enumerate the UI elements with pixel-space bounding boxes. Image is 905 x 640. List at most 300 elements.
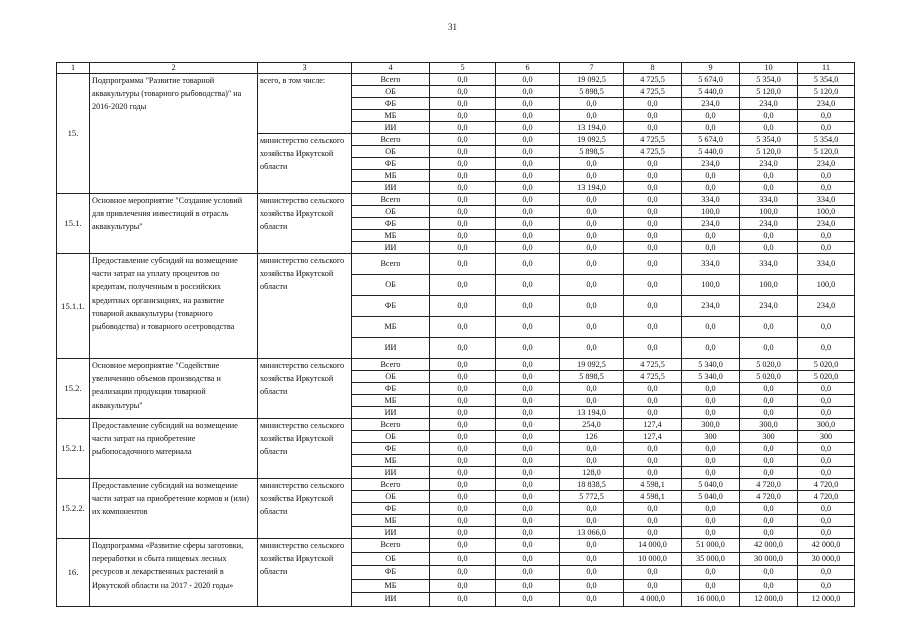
amount-cell: 5 340,0 bbox=[682, 359, 740, 371]
amount-cell: 0,0 bbox=[430, 419, 496, 431]
amount-cell: 4 000,0 bbox=[624, 593, 682, 607]
amount-cell: 0,0 bbox=[430, 431, 496, 443]
amount-cell: 0,0 bbox=[430, 539, 496, 553]
amount-cell: 334,0 bbox=[798, 194, 855, 206]
amount-cell: 0,0 bbox=[740, 467, 798, 479]
amount-cell: 5 120,0 bbox=[798, 86, 855, 98]
amount-cell: 0,0 bbox=[496, 503, 560, 515]
amount-cell: 5 340,0 bbox=[682, 371, 740, 383]
amount-cell: 0,0 bbox=[682, 395, 740, 407]
item-name: Подпрограмма "Развитие товарной аквакультуры (товарного рыбоводства)" на 2016-2020 годы bbox=[90, 74, 258, 194]
amount-cell: 0,0 bbox=[682, 455, 740, 467]
amount-cell: 13 066,0 bbox=[560, 527, 624, 539]
amount-cell: 0,0 bbox=[430, 491, 496, 503]
amount-cell: 5 020,0 bbox=[740, 359, 798, 371]
item-name: Предоставление субсидий на возмещение части затрат на приобретение кормов и (или) их компонентов bbox=[90, 479, 258, 539]
amount-cell: 0,0 bbox=[496, 275, 560, 296]
funding-source: ОБ bbox=[352, 206, 430, 218]
amount-cell: 0,0 bbox=[740, 503, 798, 515]
amount-cell: 0,0 bbox=[430, 110, 496, 122]
amount-cell: 0,0 bbox=[740, 579, 798, 593]
amount-cell: 0,0 bbox=[740, 515, 798, 527]
amount-cell: 0,0 bbox=[740, 170, 798, 182]
funding-source: ИИ bbox=[352, 122, 430, 134]
amount-cell: 0,0 bbox=[430, 275, 496, 296]
amount-cell: 5 440,0 bbox=[682, 86, 740, 98]
amount-cell: 0,0 bbox=[430, 74, 496, 86]
amount-cell: 0,0 bbox=[624, 170, 682, 182]
amount-cell: 0,0 bbox=[496, 566, 560, 580]
amount-cell: 0,0 bbox=[798, 338, 855, 359]
amount-cell: 0,0 bbox=[560, 593, 624, 607]
amount-cell: 0,0 bbox=[624, 242, 682, 254]
amount-cell: 0,0 bbox=[430, 254, 496, 275]
amount-cell: 0,0 bbox=[682, 170, 740, 182]
amount-cell: 5 120,0 bbox=[740, 86, 798, 98]
funding-source: ИИ bbox=[352, 467, 430, 479]
amount-cell: 5 354,0 bbox=[740, 74, 798, 86]
item-code: 15.2.1. bbox=[57, 419, 90, 479]
column-number: 3 bbox=[258, 63, 352, 74]
amount-cell: 0,0 bbox=[624, 579, 682, 593]
amount-cell: 0,0 bbox=[682, 443, 740, 455]
amount-cell: 0,0 bbox=[430, 242, 496, 254]
amount-cell: 35 000,0 bbox=[682, 552, 740, 566]
funding-source: Всего bbox=[352, 479, 430, 491]
funding-source: МБ bbox=[352, 230, 430, 242]
funding-source: ОБ bbox=[352, 146, 430, 158]
amount-cell: 0,0 bbox=[682, 317, 740, 338]
amount-cell: 5 898,5 bbox=[560, 146, 624, 158]
amount-cell: 0,0 bbox=[496, 491, 560, 503]
funding-source: ОБ bbox=[352, 371, 430, 383]
amount-cell: 30 000,0 bbox=[740, 552, 798, 566]
funding-source: ФБ bbox=[352, 383, 430, 395]
funding-source: Всего bbox=[352, 134, 430, 146]
column-number: 8 bbox=[624, 63, 682, 74]
column-number: 1 bbox=[57, 63, 90, 74]
amount-cell: 0,0 bbox=[560, 170, 624, 182]
amount-cell: 0,0 bbox=[682, 110, 740, 122]
amount-cell: 0,0 bbox=[496, 338, 560, 359]
amount-cell: 0,0 bbox=[430, 338, 496, 359]
amount-cell: 5 040,0 bbox=[682, 491, 740, 503]
funding-source: ОБ bbox=[352, 431, 430, 443]
amount-cell: 5 772,5 bbox=[560, 491, 624, 503]
column-number: 6 bbox=[496, 63, 560, 74]
amount-cell: 0,0 bbox=[496, 146, 560, 158]
amount-cell: 0,0 bbox=[682, 515, 740, 527]
amount-cell: 0,0 bbox=[560, 158, 624, 170]
funding-source: МБ bbox=[352, 455, 430, 467]
amount-cell: 0,0 bbox=[496, 134, 560, 146]
executor: министерство сельского хозяйства Иркутской области bbox=[258, 419, 352, 479]
amount-cell: 0,0 bbox=[560, 443, 624, 455]
amount-cell: 4 598,1 bbox=[624, 491, 682, 503]
amount-cell: 234,0 bbox=[682, 218, 740, 230]
column-number: 7 bbox=[560, 63, 624, 74]
amount-cell: 0,0 bbox=[624, 182, 682, 194]
amount-cell: 5 898,5 bbox=[560, 86, 624, 98]
executor: министерство сельского хозяйства Иркутской области bbox=[258, 194, 352, 254]
amount-cell: 0,0 bbox=[430, 359, 496, 371]
amount-cell: 0,0 bbox=[682, 579, 740, 593]
amount-cell: 127,4 bbox=[624, 431, 682, 443]
amount-cell: 128,0 bbox=[560, 467, 624, 479]
amount-cell: 0,0 bbox=[430, 218, 496, 230]
funding-source: Всего bbox=[352, 74, 430, 86]
table-row bbox=[57, 74, 855, 86]
amount-cell: 0,0 bbox=[682, 122, 740, 134]
amount-cell: 0,0 bbox=[624, 110, 682, 122]
amount-cell: 0,0 bbox=[430, 317, 496, 338]
column-number: 10 bbox=[740, 63, 798, 74]
item-code: 15.2. bbox=[57, 359, 90, 419]
amount-cell: 0,0 bbox=[798, 242, 855, 254]
amount-cell: 0,0 bbox=[740, 455, 798, 467]
amount-cell: 100,0 bbox=[682, 275, 740, 296]
amount-cell: 0,0 bbox=[430, 158, 496, 170]
amount-cell: 0,0 bbox=[682, 407, 740, 419]
amount-cell: 0,0 bbox=[560, 254, 624, 275]
funding-source: МБ bbox=[352, 395, 430, 407]
amount-cell: 0,0 bbox=[624, 98, 682, 110]
amount-cell: 0,0 bbox=[798, 443, 855, 455]
amount-cell: 234,0 bbox=[682, 158, 740, 170]
item-name: Предоставление субсидий на возмещение части затрат на приобретение рыбопосадочного материала bbox=[90, 419, 258, 479]
amount-cell: 30 000,0 bbox=[798, 552, 855, 566]
amount-cell: 0,0 bbox=[682, 383, 740, 395]
amount-cell: 0,0 bbox=[740, 230, 798, 242]
amount-cell: 334,0 bbox=[682, 194, 740, 206]
amount-cell: 234,0 bbox=[682, 296, 740, 317]
amount-cell: 4 725,5 bbox=[624, 74, 682, 86]
amount-cell: 0,0 bbox=[430, 296, 496, 317]
amount-cell: 0,0 bbox=[624, 515, 682, 527]
funding-source: ИИ bbox=[352, 407, 430, 419]
funding-source: ИИ bbox=[352, 527, 430, 539]
amount-cell: 234,0 bbox=[682, 98, 740, 110]
amount-cell: 0,0 bbox=[430, 86, 496, 98]
amount-cell: 0,0 bbox=[624, 158, 682, 170]
amount-cell: 0,0 bbox=[624, 383, 682, 395]
amount-cell: 300 bbox=[740, 431, 798, 443]
amount-cell: 0,0 bbox=[798, 455, 855, 467]
amount-cell: 0,0 bbox=[496, 539, 560, 553]
amount-cell: 0,0 bbox=[798, 317, 855, 338]
amount-cell: 0,0 bbox=[624, 254, 682, 275]
funding-source: ОБ bbox=[352, 552, 430, 566]
amount-cell: 42 000,0 bbox=[798, 539, 855, 553]
amount-cell: 0,0 bbox=[430, 134, 496, 146]
amount-cell: 5 020,0 bbox=[740, 371, 798, 383]
amount-cell: 0,0 bbox=[798, 110, 855, 122]
amount-cell: 0,0 bbox=[430, 230, 496, 242]
amount-cell: 0,0 bbox=[430, 383, 496, 395]
amount-cell: 0,0 bbox=[798, 122, 855, 134]
amount-cell: 0,0 bbox=[430, 146, 496, 158]
funding-source: ФБ bbox=[352, 158, 430, 170]
amount-cell: 300 bbox=[798, 431, 855, 443]
amount-cell: 0,0 bbox=[560, 515, 624, 527]
amount-cell: 0,0 bbox=[496, 230, 560, 242]
amount-cell: 0,0 bbox=[682, 503, 740, 515]
table-row bbox=[57, 254, 855, 275]
column-number: 4 bbox=[352, 63, 430, 74]
amount-cell: 0,0 bbox=[496, 182, 560, 194]
amount-cell: 0,0 bbox=[496, 170, 560, 182]
amount-cell: 0,0 bbox=[624, 566, 682, 580]
amount-cell: 0,0 bbox=[430, 443, 496, 455]
amount-cell: 0,0 bbox=[624, 443, 682, 455]
amount-cell: 13 194,0 bbox=[560, 182, 624, 194]
funding-source: МБ bbox=[352, 110, 430, 122]
amount-cell: 0,0 bbox=[430, 395, 496, 407]
amount-cell: 4 720,0 bbox=[740, 491, 798, 503]
funding-source: ФБ bbox=[352, 443, 430, 455]
amount-cell: 0,0 bbox=[624, 407, 682, 419]
amount-cell: 234,0 bbox=[798, 218, 855, 230]
funding-source: МБ bbox=[352, 170, 430, 182]
amount-cell: 0,0 bbox=[496, 110, 560, 122]
funding-source: Всего bbox=[352, 419, 430, 431]
amount-cell: 0,0 bbox=[496, 419, 560, 431]
amount-cell: 4 725,5 bbox=[624, 371, 682, 383]
item-code: 15.1. bbox=[57, 194, 90, 254]
amount-cell: 0,0 bbox=[740, 395, 798, 407]
amount-cell: 4 598,1 bbox=[624, 479, 682, 491]
amount-cell: 0,0 bbox=[740, 110, 798, 122]
amount-cell: 0,0 bbox=[560, 218, 624, 230]
funding-source: Всего bbox=[352, 359, 430, 371]
amount-cell: 0,0 bbox=[496, 443, 560, 455]
amount-cell: 334,0 bbox=[740, 254, 798, 275]
funding-source: МБ bbox=[352, 579, 430, 593]
amount-cell: 300,0 bbox=[798, 419, 855, 431]
column-number: 5 bbox=[430, 63, 496, 74]
amount-cell: 100,0 bbox=[682, 206, 740, 218]
amount-cell: 0,0 bbox=[624, 194, 682, 206]
column-number: 9 bbox=[682, 63, 740, 74]
amount-cell: 0,0 bbox=[430, 122, 496, 134]
amount-cell: 234,0 bbox=[740, 218, 798, 230]
amount-cell: 0,0 bbox=[624, 317, 682, 338]
amount-cell: 5 354,0 bbox=[798, 134, 855, 146]
amount-cell: 0,0 bbox=[560, 579, 624, 593]
executor: министерство сельского хозяйства Иркутской области bbox=[258, 479, 352, 539]
amount-cell: 0,0 bbox=[560, 275, 624, 296]
amount-cell: 126 bbox=[560, 431, 624, 443]
amount-cell: 0,0 bbox=[798, 395, 855, 407]
amount-cell: 0,0 bbox=[624, 527, 682, 539]
amount-cell: 0,0 bbox=[496, 371, 560, 383]
funding-source: ФБ bbox=[352, 98, 430, 110]
amount-cell: 100,0 bbox=[740, 275, 798, 296]
amount-cell: 0,0 bbox=[624, 122, 682, 134]
item-code: 16. bbox=[57, 539, 90, 607]
amount-cell: 5 674,0 bbox=[682, 74, 740, 86]
amount-cell: 0,0 bbox=[430, 194, 496, 206]
amount-cell: 334,0 bbox=[682, 254, 740, 275]
amount-cell: 0,0 bbox=[560, 383, 624, 395]
amount-cell: 334,0 bbox=[798, 254, 855, 275]
amount-cell: 0,0 bbox=[496, 552, 560, 566]
amount-cell: 0,0 bbox=[740, 317, 798, 338]
item-name: Подпрограмма «Развитие сферы заготовки, переработки и сбыта пищевых лесных ресурсов и лекарственных растений в Иркутской области на 2017 - 2020 годы» bbox=[90, 539, 258, 607]
amount-cell: 0,0 bbox=[496, 479, 560, 491]
amount-cell: 0,0 bbox=[740, 242, 798, 254]
item-name: Основное мероприятие "Создание условий для привлечения инвестиций в отрасль аквакультуры" bbox=[90, 194, 258, 254]
amount-cell: 0,0 bbox=[560, 296, 624, 317]
amount-cell: 5 354,0 bbox=[740, 134, 798, 146]
amount-cell: 0,0 bbox=[740, 338, 798, 359]
amount-cell: 0,0 bbox=[624, 455, 682, 467]
amount-cell: 127,4 bbox=[624, 419, 682, 431]
amount-cell: 14 000,0 bbox=[624, 539, 682, 553]
amount-cell: 0,0 bbox=[740, 182, 798, 194]
funding-source: ФБ bbox=[352, 218, 430, 230]
amount-cell: 0,0 bbox=[430, 515, 496, 527]
amount-cell: 0,0 bbox=[496, 407, 560, 419]
amount-cell: 100,0 bbox=[740, 206, 798, 218]
amount-cell: 0,0 bbox=[496, 455, 560, 467]
amount-cell: 0,0 bbox=[560, 206, 624, 218]
amount-cell: 0,0 bbox=[496, 467, 560, 479]
amount-cell: 0,0 bbox=[496, 515, 560, 527]
amount-cell: 300,0 bbox=[682, 419, 740, 431]
amount-cell: 0,0 bbox=[560, 503, 624, 515]
amount-cell: 0,0 bbox=[496, 593, 560, 607]
amount-cell: 13 194,0 bbox=[560, 122, 624, 134]
item-name: Предоставление субсидий на возмещение части затрат на уплату процентов по кредитам, полученным в российских кредитных организациях, на развитие товарной аквакультуры (товарного рыбоводства) и товарного осетроводства bbox=[90, 254, 258, 359]
funding-source: ИИ bbox=[352, 593, 430, 607]
amount-cell: 0,0 bbox=[624, 230, 682, 242]
amount-cell: 4 725,5 bbox=[624, 134, 682, 146]
funding-source: ОБ bbox=[352, 491, 430, 503]
amount-cell: 4 725,5 bbox=[624, 86, 682, 98]
amount-cell: 0,0 bbox=[682, 230, 740, 242]
page-number: 31 bbox=[448, 22, 457, 32]
amount-cell: 0,0 bbox=[560, 98, 624, 110]
amount-cell: 234,0 bbox=[798, 98, 855, 110]
table-row bbox=[57, 359, 855, 371]
amount-cell: 0,0 bbox=[624, 206, 682, 218]
amount-cell: 19 092,5 bbox=[560, 74, 624, 86]
amount-cell: 10 000,0 bbox=[624, 552, 682, 566]
amount-cell: 0,0 bbox=[740, 383, 798, 395]
funding-source: Всего bbox=[352, 254, 430, 275]
item-code: 15.1.1. bbox=[57, 254, 90, 359]
amount-cell: 0,0 bbox=[496, 158, 560, 170]
amount-cell: 19 092,5 bbox=[560, 134, 624, 146]
amount-cell: 0,0 bbox=[624, 395, 682, 407]
amount-cell: 0,0 bbox=[798, 467, 855, 479]
table-row bbox=[57, 194, 855, 206]
amount-cell: 0,0 bbox=[798, 182, 855, 194]
table-row bbox=[57, 419, 855, 431]
amount-cell: 5 898,5 bbox=[560, 371, 624, 383]
executor: министерство сельского хозяйства Иркутской области bbox=[258, 254, 352, 359]
amount-cell: 51 000,0 bbox=[682, 539, 740, 553]
amount-cell: 0,0 bbox=[682, 338, 740, 359]
amount-cell: 0,0 bbox=[560, 317, 624, 338]
amount-cell: 0,0 bbox=[430, 593, 496, 607]
amount-cell: 0,0 bbox=[624, 218, 682, 230]
amount-cell: 0,0 bbox=[496, 74, 560, 86]
amount-cell: 0,0 bbox=[798, 527, 855, 539]
amount-cell: 5 020,0 bbox=[798, 371, 855, 383]
amount-cell: 0,0 bbox=[682, 242, 740, 254]
item-code: 15.2.2. bbox=[57, 479, 90, 539]
amount-cell: 0,0 bbox=[740, 407, 798, 419]
amount-cell: 100,0 bbox=[798, 206, 855, 218]
amount-cell: 5 120,0 bbox=[798, 146, 855, 158]
funding-source: ФБ bbox=[352, 503, 430, 515]
column-number: 11 bbox=[798, 63, 855, 74]
amount-cell: 0,0 bbox=[496, 359, 560, 371]
amount-cell: 0,0 bbox=[624, 296, 682, 317]
amount-cell: 0,0 bbox=[624, 503, 682, 515]
amount-cell: 0,0 bbox=[740, 566, 798, 580]
amount-cell: 0,0 bbox=[798, 503, 855, 515]
amount-cell: 4 720,0 bbox=[740, 479, 798, 491]
amount-cell: 234,0 bbox=[798, 296, 855, 317]
amount-cell: 0,0 bbox=[430, 98, 496, 110]
amount-cell: 0,0 bbox=[560, 242, 624, 254]
amount-cell: 0,0 bbox=[560, 338, 624, 359]
amount-cell: 0,0 bbox=[560, 194, 624, 206]
amount-cell: 0,0 bbox=[798, 566, 855, 580]
funding-source: Всего bbox=[352, 539, 430, 553]
amount-cell: 0,0 bbox=[798, 579, 855, 593]
amount-cell: 0,0 bbox=[430, 467, 496, 479]
amount-cell: 234,0 bbox=[740, 158, 798, 170]
amount-cell: 0,0 bbox=[496, 317, 560, 338]
funding-source: ОБ bbox=[352, 86, 430, 98]
amount-cell: 0,0 bbox=[430, 479, 496, 491]
item-name: Основное мероприятие "Содействие увеличению объемов производства и реализации продукции товарной аквакультуры" bbox=[90, 359, 258, 419]
amount-cell: 0,0 bbox=[430, 206, 496, 218]
amount-cell: 0,0 bbox=[798, 407, 855, 419]
amount-cell: 0,0 bbox=[430, 527, 496, 539]
amount-cell: 0,0 bbox=[496, 395, 560, 407]
amount-cell: 0,0 bbox=[430, 552, 496, 566]
amount-cell: 300,0 bbox=[740, 419, 798, 431]
amount-cell: 4 725,5 bbox=[624, 359, 682, 371]
amount-cell: 0,0 bbox=[740, 443, 798, 455]
funding-source: ИИ bbox=[352, 242, 430, 254]
amount-cell: 0,0 bbox=[560, 230, 624, 242]
executor: всего, в том числе: bbox=[258, 74, 352, 134]
amount-cell: 0,0 bbox=[798, 170, 855, 182]
executor: министерство сельского хозяйства Иркутской области bbox=[258, 134, 352, 194]
amount-cell: 0,0 bbox=[682, 182, 740, 194]
amount-cell: 0,0 bbox=[624, 467, 682, 479]
amount-cell: 0,0 bbox=[682, 467, 740, 479]
amount-cell: 0,0 bbox=[496, 86, 560, 98]
amount-cell: 18 838,5 bbox=[560, 479, 624, 491]
amount-cell: 5 120,0 bbox=[740, 146, 798, 158]
executor: министерство сельского хозяйства Иркутской области bbox=[258, 359, 352, 419]
amount-cell: 5 674,0 bbox=[682, 134, 740, 146]
amount-cell: 0,0 bbox=[798, 383, 855, 395]
amount-cell: 0,0 bbox=[430, 407, 496, 419]
funding-source: Всего bbox=[352, 194, 430, 206]
amount-cell: 4 725,5 bbox=[624, 146, 682, 158]
amount-cell: 0,0 bbox=[740, 122, 798, 134]
table-row bbox=[57, 479, 855, 491]
amount-cell: 0,0 bbox=[560, 552, 624, 566]
